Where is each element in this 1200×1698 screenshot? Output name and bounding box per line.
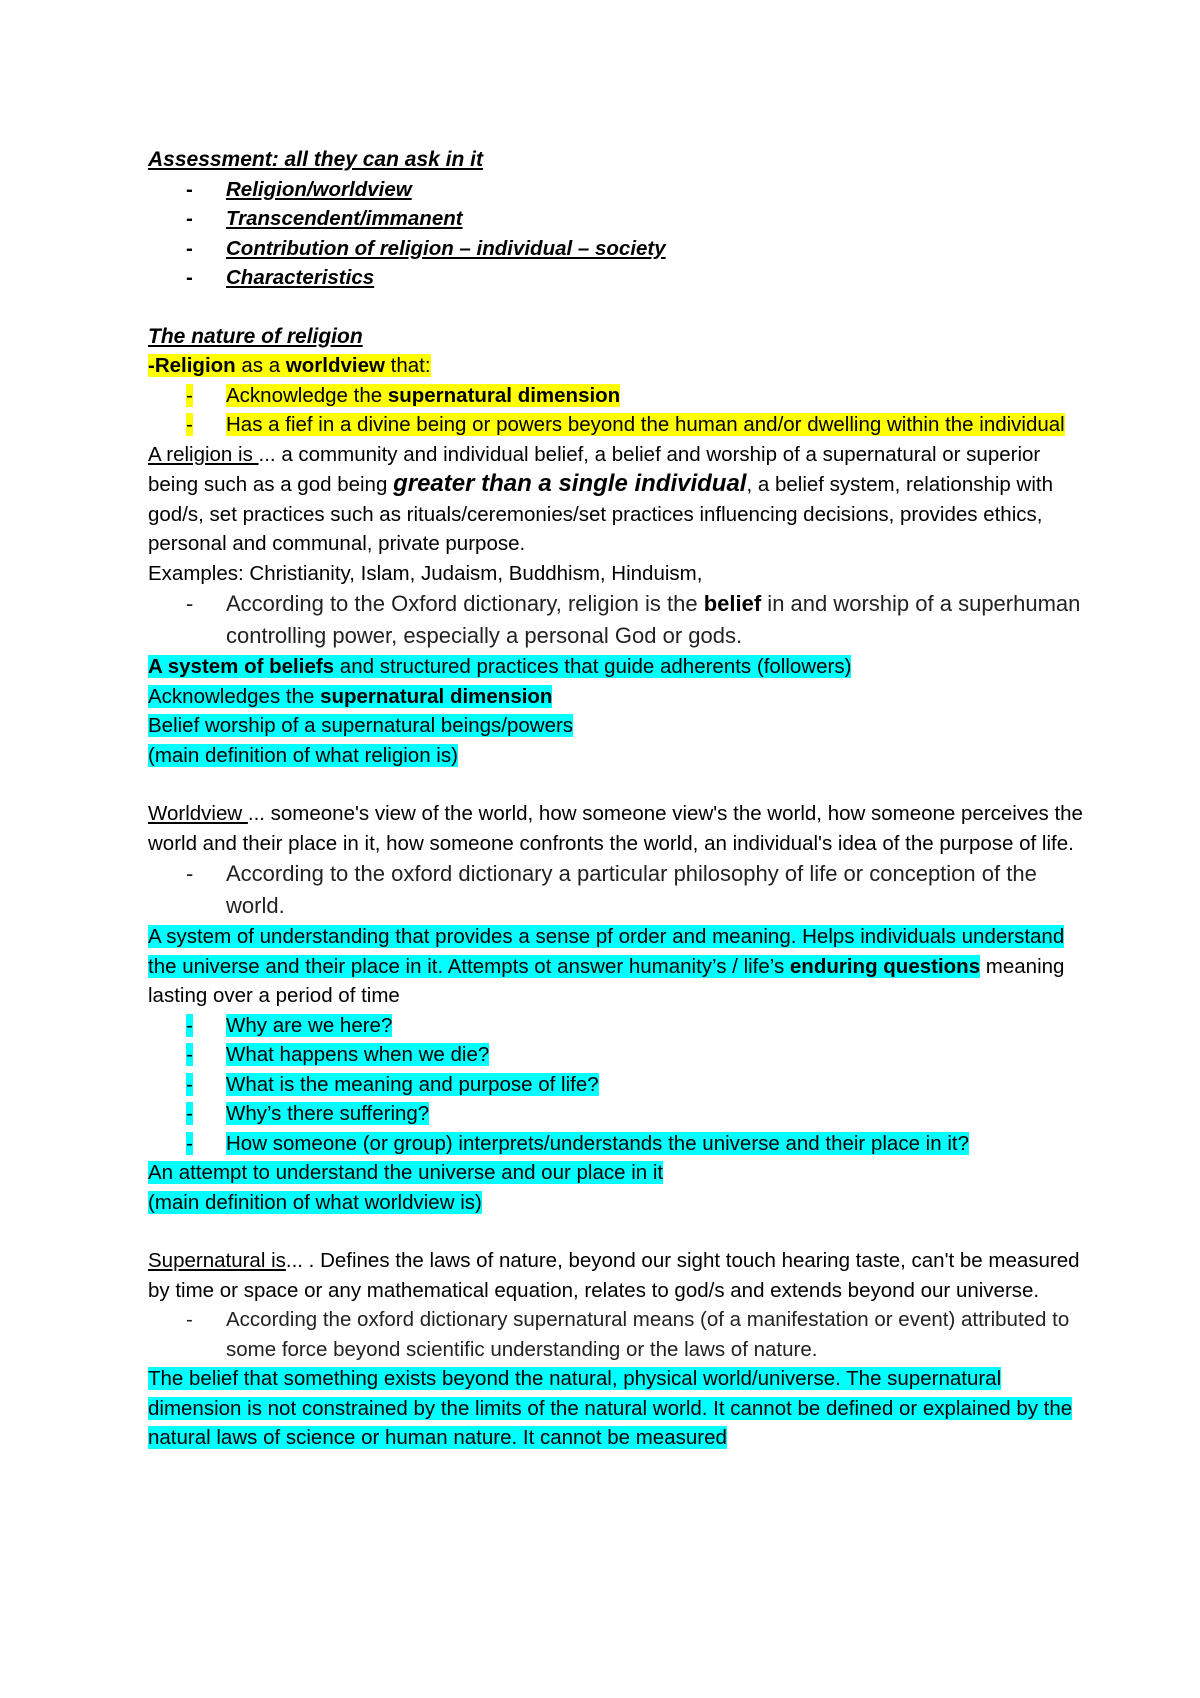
oxford-worldview: - According to the oxford dictionary a particular philosophy of life or conception of the world. (186, 861, 1037, 918)
religion-bullet: - Acknowledge the supernatural dimension (186, 383, 621, 407)
religion-definition: A religion is ... a community and individual belief, a belief and worship of a supernatural or superior being such as a god being greater than a single individual, a belief system, relationship with god/s, set practices such as rituals/ceremonies/set practices influencing decisions, provides ethics, personal and communal, private purpose. (148, 442, 1053, 555)
religion-highlight-2: Acknowledges the supernatural dimension (148, 684, 553, 708)
worldview-highlight: A system of understanding that provides a sense pf order and meaning. Helps individuals understand the universe and their place in it. Attempts ot answer humanity’s / life’s enduring questions meaning lasting over a period of time (148, 925, 1065, 1007)
worldview-definition: Worldview ... someone's view of the world, how someone view's the world, how someone perceives the world and their place in it, how someone confronts the world, an individual's idea of the purpose of life. (148, 802, 1083, 855)
question-item: - What happens when we die? (186, 1043, 490, 1066)
worldview-summary-1: An attempt to understand the universe and our place in it (148, 1161, 664, 1184)
supernatural-definition: Supernatural is... . Defines the laws of nature, beyond our sight touch hearing taste, can't be measured by time or space or any mathematical equation, relates to god/s and extends beyond our universe. (148, 1249, 1080, 1302)
spacer (148, 1217, 1088, 1246)
spacer (148, 293, 1088, 322)
religion-intro: -Religion as a worldview that: (148, 354, 431, 377)
spacer (148, 770, 1088, 799)
religion-examples: Examples: Christianity, Islam, Judaism, Buddhism, Hinduism, (148, 561, 703, 585)
nature-heading: The nature of religion (148, 324, 363, 348)
religion-highlight-1: A system of beliefs and structured practices that guide adherents (followers) (148, 655, 852, 678)
assessment-item: - Religion/worldview (186, 177, 412, 201)
question-item: - Why are we here? (186, 1013, 393, 1037)
supernatural-highlight: The belief that something exists beyond the natural, physical world/universe. The supernatural dimension is not constrained by the limits of the natural world. It cannot be defined or explained by the natural laws of science or human nature. It cannot be measured (148, 1367, 1073, 1449)
religion-highlight-3: Belief worship of a supernatural beings/powers (148, 714, 574, 737)
oxford-supernatural: - According the oxford dictionary supernatural means (of a manifestation or event) attributed to some force beyond scientific understanding or the laws of nature. (186, 1308, 1070, 1361)
oxford-religion: - According to the Oxford dictionary, religion is the belief in and worship of a superhuman controlling power, especially a personal God or gods. (186, 591, 1081, 648)
question-item: - What is the meaning and purpose of life? (186, 1072, 599, 1096)
worldview-summary-2: (main definition of what worldview is) (148, 1190, 482, 1214)
assessment-item: - Contribution of religion – individual – society (186, 236, 666, 260)
religion-bullet: - Has a fief in a divine being or powers beyond the human and/or dwelling within the individual (186, 413, 1065, 436)
assessment-item: - Transcendent/immanent (186, 207, 463, 230)
assessment-heading: Assessment: all they can ask in it (148, 148, 483, 171)
religion-highlight-4: (main definition of what religion is) (148, 743, 458, 767)
question-item: - Why’s there suffering? (186, 1102, 430, 1125)
assessment-item: - Characteristics (186, 266, 375, 289)
question-item: - How someone (or group) interprets/understands the universe and their place in it? (186, 1131, 969, 1155)
document-body (148, 145, 1088, 1453)
